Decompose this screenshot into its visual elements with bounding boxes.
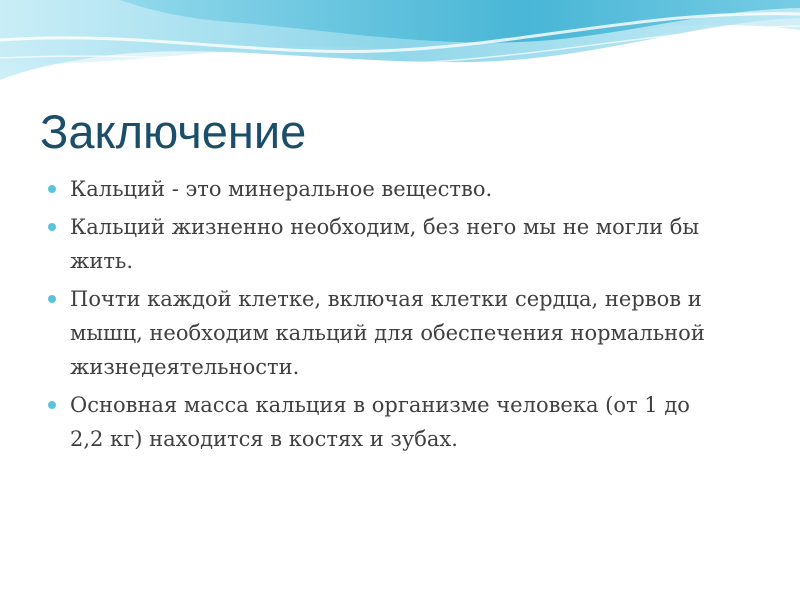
bullet-item xyxy=(48,282,728,384)
bullet-item xyxy=(48,172,728,206)
bullet-dot-icon xyxy=(48,223,56,231)
bullet-text: Основная масса кальция в организме человека (от 1 до 2,2 кг) находится в костях и зубах. xyxy=(70,393,690,451)
bullet-dot-icon xyxy=(48,295,56,303)
bullet-text: Кальций жизненно необходим, без него мы не могли бы жить. xyxy=(70,215,700,273)
bullet-item xyxy=(48,388,728,456)
bullet-item xyxy=(48,210,728,278)
slide-title: Заключение xyxy=(40,105,307,158)
bullet-dot-icon xyxy=(48,401,56,409)
bullet-text: Кальций - это минеральное вещество. xyxy=(70,177,493,201)
bullet-dot-icon xyxy=(48,185,56,193)
bullet-list xyxy=(48,172,728,460)
bullet-text: Почти каждой клетке, включая клетки сердца, нервов и мышц, необходим кальций для обеспечения нормальной жизнедеятельности. xyxy=(70,287,705,379)
header-wave-decoration xyxy=(0,0,800,110)
